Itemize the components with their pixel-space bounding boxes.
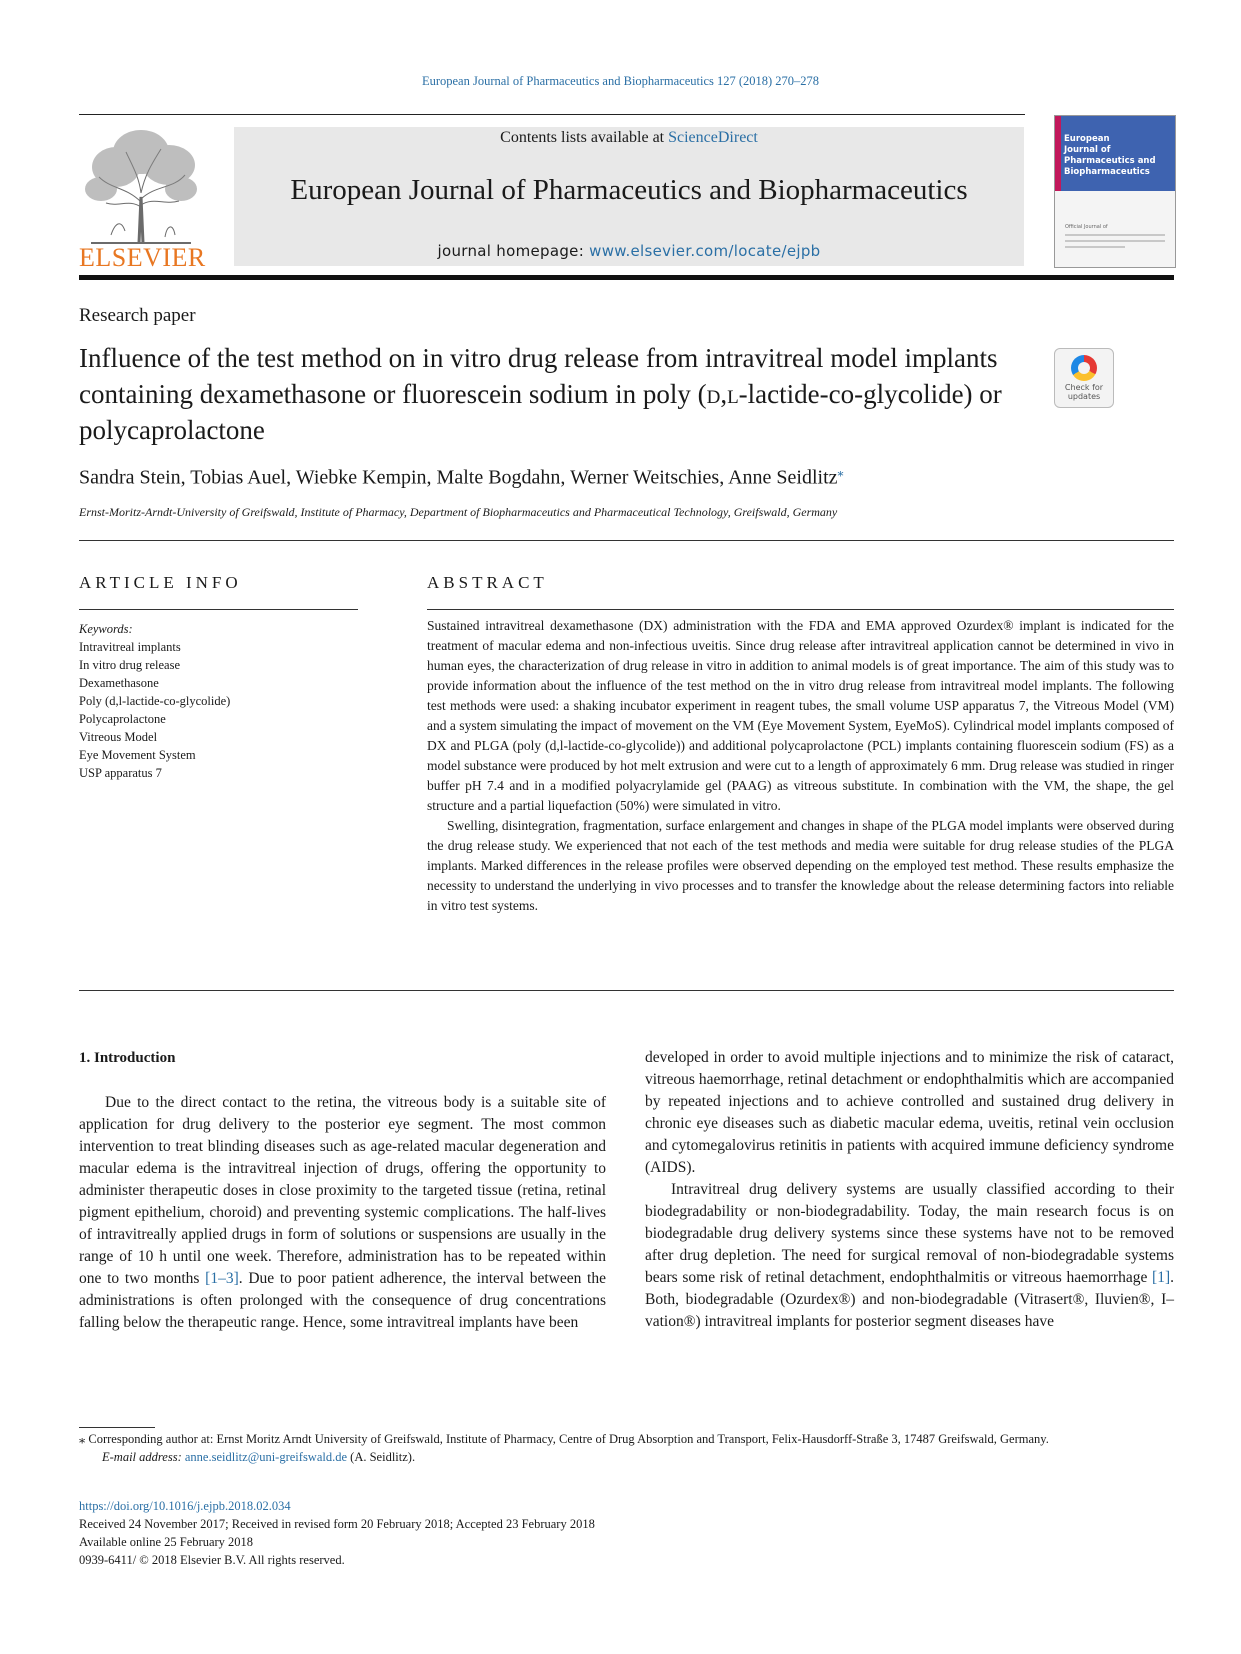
homepage-prefix: journal homepage: — [437, 242, 585, 260]
keyword: USP apparatus 7 — [79, 766, 162, 780]
intro-right-column — [645, 1047, 1174, 1333]
copyright: 0939-6411/ © 2018 Elsevier B.V. All rights reserved. — [79, 1553, 345, 1567]
journal-homepage — [234, 242, 1024, 260]
abstract-heading: ABSTRACT — [427, 573, 548, 592]
citation-link[interactable]: [1] — [1152, 1269, 1171, 1286]
check-updates-icon — [1071, 355, 1097, 381]
intro-paragraph: Intravitreal drug delivery systems are usually classified according to their biodegradability or non-biodegradability. Today, the main research focus is on biodegradable drug delivery systems since these systems have not to be removed after drug depletion. The need for surgical removal of non-biodegradable systems bears some risk of retinal detachment, endophthalmitis or vitreous haemorrhage [1]. Both, biodegradable (Ozurdex®) and non-biodegradable (Vitrasert®, Iluvien®, I–vation®) intravitreal implants for posterior segment diseases have — [645, 1181, 1174, 1330]
article-info-rule — [79, 609, 358, 610]
check-updates-label: Check for updates — [1064, 383, 1104, 401]
abstract-rule — [427, 609, 1174, 610]
publisher-name: ELSEVIER — [79, 243, 206, 272]
introduction-heading: 1. Introduction — [79, 1050, 176, 1066]
cover-lines — [1065, 234, 1165, 254]
cover-small-text: Official Journal of — [1065, 224, 1108, 230]
journal-banner — [234, 127, 1024, 266]
elsevier-logo[interactable] — [79, 127, 206, 272]
keywords-block — [79, 620, 230, 782]
journal-cover-thumbnail[interactable] — [1054, 115, 1176, 268]
intro-paragraph: developed in order to avoid multiple injections and to minimize the risk of cataract, vitreous haemorrhage, retinal detachment or endophthalmitis which are accompanied by repeated injections and to achieve controlled and sustained drug delivery in chronic eye diseases such as diabetic macular edema, uveitis, retinal vein occlusion and cytomegalovirus retinitis in patients with acquired immune deficiency syndrome (AIDS). — [645, 1049, 1174, 1176]
footnote-rule — [79, 1427, 155, 1428]
doi-link[interactable]: https://doi.org/10.1016/j.ejpb.2018.02.034 — [79, 1499, 291, 1513]
email-link[interactable]: anne.seidlitz@uni-greifswald.de — [184, 1450, 348, 1464]
affiliation-rule — [79, 540, 1174, 541]
author-list: Sandra Stein, Tobias Auel, Wiebke Kempin, Malte Bogdahn, Werner Weitschies, Anne Seidlitz⁎ — [79, 465, 844, 489]
journal-title: European Journal of Pharmaceutics and Biopharmaceutics — [290, 174, 968, 206]
email-line: E-mail address: anne.seidlitz@uni-greifswald.de (A. Seidlitz). — [102, 1450, 416, 1464]
available-online: Available online 25 February 2018 — [79, 1535, 254, 1549]
citation-link[interactable]: [1–3] — [205, 1270, 239, 1287]
corresponding-author-link[interactable]: ⁎ — [837, 465, 844, 479]
homepage-link[interactable]: www.elsevier.com/locate/ejpb — [589, 242, 821, 260]
section-type: Research paper — [79, 305, 196, 326]
abstract-bottom-rule — [79, 990, 1174, 991]
intro-left-column — [79, 1092, 606, 1334]
keyword: Polycaprolactone — [79, 712, 166, 726]
keyword: Poly (d,l-lactide-co-glycolide) — [79, 694, 231, 708]
abstract-paragraph: Swelling, disintegration, fragmentation, surface enlargement and changes in shape of the PLGA model implants were observed during the drug release study. We experienced that not each of the test methods and media were suitable for drug release studies of the PLGA implants. Marked differences in the release profiles were observed depending on the employed test method. These results emphasize the necessity to understand the underlying in vivo processes and to transfer the knowledge about the release determining factors into reliable in vitro test systems. — [427, 818, 1174, 913]
cover-accent — [1055, 116, 1061, 191]
affiliation: Ernst-Moritz-Arndt-University of Greifswald, Institute of Pharmacy, Department of Biopharmaceutics and Pharmaceutical Technology, Greifswald, Germany — [79, 505, 838, 519]
keyword: Eye Movement System — [79, 748, 196, 762]
header-bottom-rule — [79, 275, 1174, 280]
abstract-paragraph: Sustained intravitreal dexamethasone (DX) administration with the FDA and EMA approved Ozurdex® implant is indicated for the treatment of macular edema and non-infectious uveitis. Since drug release after intravitreal application cannot be determined in vivo in human eyes, the characterization of drug release in vitro in addition to animal models is of great importance. The aim of this study was to provide information about the influence of the test method on the in vitro drug release from intravitreal model implants. The following test methods were used: a shaking incubator experiment in reagent tubes, the small volume USP apparatus 7, the Vitreous Model (VM) and a system simulating the impact of movement on the VM (Eye Movement System, EyeMoS). Cylindrical model implants composed of DX and PLGA (poly (d,l-lactide-co-glycolide)) and additional polycaprolactone (PCL) implants containing fluorescein sodium (FS) as a model substance were produced by hot melt extrusion and were cut to a length of approximately 6 mm. Drug release was studied in ringer buffer pH 7.4 and in a modified polyacrylamide gel (PAAG) as vitreous substitute. In combination with the VM, the shape, the gel structure and a partial liquefaction (50%) were simulated in vitro. — [427, 618, 1174, 813]
corresponding-author-note: ⁎ Corresponding author at: Ernst Moritz Arndt University of Greifswald, Institute of Pharmacy, Centre of Drug Absorption and Transport, Felix-Hausdorff-Straße 3, 17487 Greifswald, Germany. — [79, 1432, 1049, 1446]
keyword: Intravitreal implants — [79, 640, 181, 654]
contents-line — [234, 129, 1024, 147]
article-info-heading: ARTICLE INFO — [79, 573, 242, 592]
intro-paragraph: Due to the direct contact to the retina, the vitreous body is a suitable site of application for drug delivery to the posterior eye segment. The most common intervention to treat blinding diseases such as age-related macular degeneration and macular edema is the intravitreal injection of drugs, offering the opportunity to administer therapeutic doses in close proximity to the targeted tissue (retina, retinal pigment epithelium, choroid) and preventing systemic complications. The half-lives of intravitreally applied drugs in form of solutions or suspensions are usually in the range of 10 h until one week. Therefore, administration has to be repeated within one to two months [1–3]. Due to poor patient adherence, the interval between the administrations is often prolonged with the consequence of drug concentrations falling below the therapeutic range. Hence, some intravitreal implants have been — [79, 1094, 606, 1331]
keyword: Vitreous Model — [79, 730, 158, 744]
footnote — [79, 1430, 1174, 1466]
keywords-label: Keywords: — [79, 622, 133, 636]
sciencedirect-link[interactable]: ScienceDirect — [668, 129, 758, 146]
check-for-updates-badge[interactable] — [1054, 348, 1114, 408]
running-head[interactable]: European Journal of Pharmaceutics and Biopharmaceutics 127 (2018) 270–278 — [421, 74, 820, 88]
paper-title: Influence of the test method on in vitro drug release from intravitreal model implants containing dexamethasone or fluorescein sodium in poly (d,l-lactide-co-glycolide) or polycaprolactone — [79, 343, 1002, 445]
contents-prefix: Contents lists available at — [500, 129, 665, 146]
abstract-text — [427, 616, 1174, 916]
cover-title: European Journal of Pharmaceutics and Biopharmaceutics — [1064, 134, 1156, 177]
elsevier-tree-icon — [81, 127, 201, 245]
publication-info — [79, 1497, 595, 1569]
keyword: Dexamethasone — [79, 676, 159, 690]
received-dates: Received 24 November 2017; Received in revised form 20 February 2018; Accepted 23 February 2018 — [79, 1517, 595, 1531]
header-top-rule — [79, 114, 1025, 115]
keyword: In vitro drug release — [79, 658, 181, 672]
